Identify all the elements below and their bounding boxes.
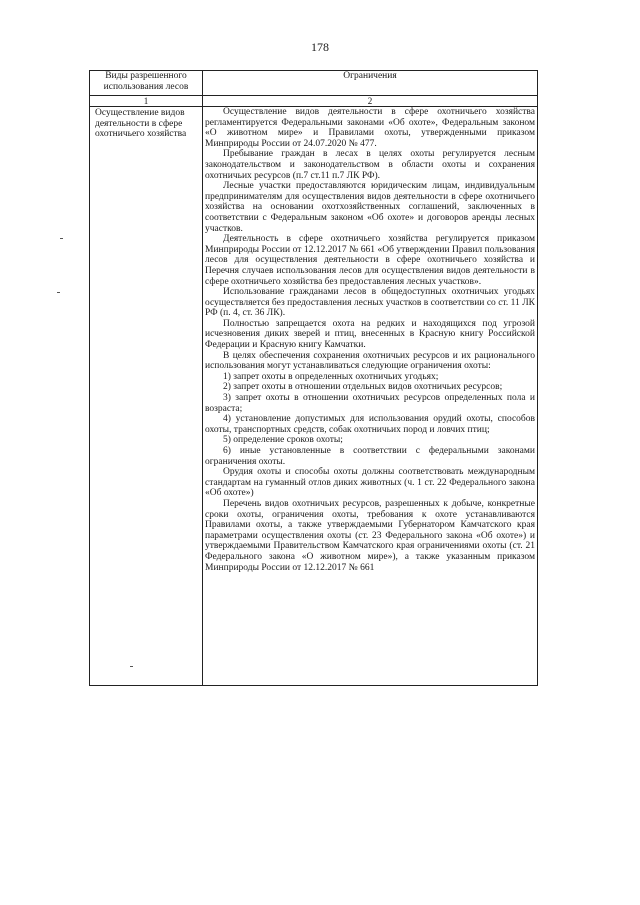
column-number-row <box>90 96 538 107</box>
restriction-paragraph: Осуществление видов деятельности в сфере охотничьего хозяйства регламентируется Федеральными законами «Об охоте», Федеральным законом «О животном мире» и Правилами охоты, утвержденными приказом Минприроды России от 24.07.2020 № 477. <box>205 107 535 149</box>
restriction-list-item: 4) установление допустимых для использования орудий охоты, способов охоты, транспортных средств, собак охотничьих пород и ловчих птиц; <box>205 414 535 435</box>
restriction-list-item: 3) запрет охоты в отношении охотничьих ресурсов определенных пола и возраста; <box>205 393 535 414</box>
use-type-cell <box>90 107 203 686</box>
restriction-paragraph: Перечень видов охотничьих ресурсов, разрешенных к добыче, конкретные сроки охоты, ограничения охоты, требования к охоте устанавливаются Правилами охоты, а также утверждаемыми Губернатором Камчатского края параметрами осуществления охоты (ст. 23 Федерального закона «Об охоте») и утверждаемыми Правительством Камчатского края ограничениями охоты (ст. 21 Федерального закона «О животном мире»), а также указанным приказом Минприроды России от 12.12.2017 № 661 <box>205 498 535 573</box>
restriction-list-item: 2) запрет охоты в отношении отдельных видов охотничьих ресурсов; <box>223 382 503 393</box>
restriction-paragraph: Пребывание граждан в лесах в целях охоты регулируется лесным законодательством и законодательством в области охоты и сохранения охотничьих ресурсов (п.7 ст.11 п.7 ЛК РФ). <box>205 149 535 181</box>
restriction-paragraph: Орудия охоты и способы охоты должны соответствовать международным стандартам на гуманный отлов диких животных (ч. 1 ст. 22 Федерального закона «Об охоте») <box>205 467 535 499</box>
restriction-list-item: 1) запрет охоты в определенных охотничьих угодьях; <box>223 371 439 382</box>
restriction-paragraph: Деятельность в сфере охотничьего хозяйства регулируется приказом Минприроды России от 12.12.2017 № 661 «Об утверждении Правил пользования лесов для осуществления деятельности в сфере охотничьего хозяйства и Перечня случаев использования лесов для осуществления видов деятельности в сфере охотничьего хозяйства без предоставления лесных участков». <box>205 234 535 287</box>
restriction-list-item: 6) иные установленные в соответствии с федеральными законами ограничения охоты. <box>205 446 535 467</box>
restrictions-cell <box>203 107 538 686</box>
scan-mark <box>130 666 133 667</box>
restriction-list-item: 5) определение сроков охоты; <box>223 435 343 446</box>
restrictions-table <box>89 70 538 686</box>
page-number: 178 <box>311 40 329 54</box>
table-header-row <box>90 71 538 96</box>
header-restrictions: Ограничения <box>203 71 538 96</box>
column-number-2: 2 <box>203 96 538 107</box>
restriction-paragraph: В целях обеспечения сохранения охотничьих ресурсов и их рационального использования могут устанавливаться следующие ограничения охоты: <box>205 350 535 372</box>
use-type-text: Осуществление видов деятельности в сфере охотничьего хозяйства <box>95 108 187 140</box>
restriction-paragraph: Использование гражданами лесов в общедоступных охотничьих угодьях осуществляется без предоставления лесных участков в соответствии со ст. 11 ЛК РФ (п. 4, ст. 36 ЛК). <box>205 287 535 319</box>
restriction-paragraph: Полностью запрещается охота на редких и находящихся под угрозой исчезновения диких зверей и птиц, внесенных в Красную книгу Российской Федерации и Красную книгу Камчатки. <box>205 318 535 351</box>
scan-mark <box>57 292 60 293</box>
header-use-type: Виды разрешенного использования лесов <box>90 71 203 96</box>
column-number-1: 1 <box>90 96 203 107</box>
scan-mark <box>60 238 63 239</box>
table-row <box>90 107 538 686</box>
restriction-paragraph: Лесные участки предоставляются юридическим лицам, индивидуальным предпринимателям для осуществления видов деятельности в сфере охотничьего хозяйства на основании охотхозяйственных соглашений, заключенных в соответствии с Федеральным законом «Об охоте» и договоров аренды лесных участков. <box>205 181 535 234</box>
